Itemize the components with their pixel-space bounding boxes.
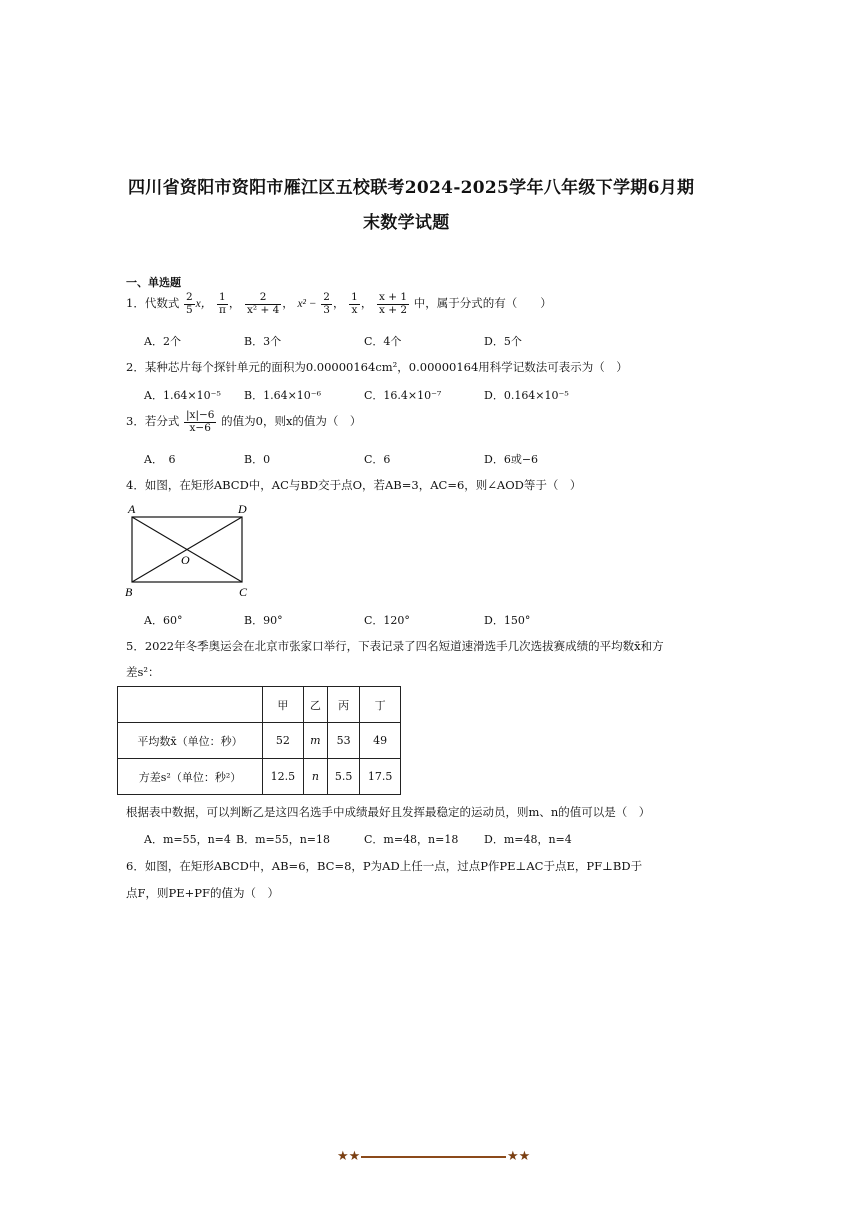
- page-title-line1: 四川省资阳市资阳市雁江区五校联考2024-2025学年八年级下学期6月期: [128, 178, 695, 198]
- footer-stars-left: ★★: [337, 1149, 361, 1164]
- q1-option-c[interactable]: C．4个: [364, 335, 402, 348]
- table-cell: 平均数x̄（单位：秒）: [118, 723, 263, 759]
- page-title-line2: 末数学试题: [363, 213, 450, 233]
- table-header-cell: 乙: [303, 687, 327, 723]
- q1-option-b[interactable]: B．3个: [244, 335, 282, 348]
- table-cell: m: [303, 723, 327, 759]
- question-5-line2: 差s²：: [126, 665, 160, 679]
- table-cell: n: [303, 759, 327, 795]
- question-3: 3．若分式 $\frac{|x|-6}{x-6}$ 的值为0，则x的值为（ ）: [126, 409, 362, 434]
- q2-option-d[interactable]: D．0.164×10⁻⁵: [484, 389, 569, 402]
- label-a: A: [128, 502, 136, 516]
- table-cell: 52: [263, 723, 304, 759]
- table-row: [118, 759, 401, 795]
- question-5-after-table: 根据表中数据，可以判断乙是这四名选手中成绩最好且发挥最稳定的运动员，则m、n的值可以是（ ）: [126, 805, 651, 819]
- table-header-cell: [118, 687, 263, 723]
- q3-option-b[interactable]: B．0: [244, 453, 271, 466]
- question-1: 1．代数式 $\frac{2}{5}$ x， $\frac{1}{\pi}$ ， $\frac{2}{\text{x² + 4}}$ ， x² − $\frac{2}{3}$ ， $\frac{1}{x}$ ， $\frac{x + 1}{x + 2}$ 中，属于分式的有（ ）: [126, 291, 552, 316]
- label-o: O: [181, 553, 190, 567]
- table-header-cell: 甲: [263, 687, 304, 723]
- table-cell: 17.5: [360, 759, 401, 795]
- section-heading: 一、单选题: [126, 276, 181, 289]
- label-c: C: [239, 585, 248, 599]
- q5-option-b[interactable]: B．m=55，n=18: [236, 833, 331, 846]
- q1-fraction-4: $\frac{2}{3}$: [323, 291, 330, 316]
- question-6-line1: 6．如图，在矩形ABCD中，AB=6，BC=8，P为AD上任一点，过点P作PE⊥AC于点E，PF⊥BD于: [126, 859, 643, 873]
- q4-option-d[interactable]: D．150°: [484, 614, 531, 627]
- q4-option-b[interactable]: B．90°: [244, 614, 283, 627]
- q1-fraction-1: $\frac{2}{5}$: [185, 291, 193, 316]
- q2-option-a[interactable]: A．1.64×10⁻⁵: [144, 389, 221, 402]
- table-header-cell: 丁: [360, 687, 401, 723]
- table-cell: 5.5: [328, 759, 360, 795]
- question-4: 4．如图，在矩形ABCD中，AC与BD交于点O，若AB=3，AC=6，则∠AOD等于（ ）: [126, 478, 582, 492]
- q3-number: 3．若分式: [126, 414, 180, 429]
- q4-option-a[interactable]: A．60°: [144, 614, 183, 627]
- table-cell: 53: [328, 723, 360, 759]
- table-cell: 12.5: [263, 759, 304, 795]
- q1-fraction-3: $\frac{2}{\text{x² + 4}}$: [247, 291, 280, 316]
- q2-option-c[interactable]: C．16.4×10⁻⁷: [364, 389, 442, 402]
- question-5-line1: 5．2022年冬季奥运会在北京市张家口举行，下表记录了四名短道速滑选手几次选拔赛成绩的平均数x̄和方: [126, 639, 664, 653]
- q3-option-c[interactable]: C．6: [364, 453, 391, 466]
- footer-divider: [361, 1156, 506, 1158]
- label-d: D: [238, 502, 247, 516]
- q1-fraction-6: $\frac{x + 1}{x + 2}$: [378, 291, 408, 316]
- q1-fraction-5: $\frac{1}{x}$: [351, 291, 358, 316]
- table-cell: 49: [360, 723, 401, 759]
- table-header-row: [118, 687, 401, 723]
- q3-option-a[interactable]: A． 6: [144, 453, 176, 466]
- q1-option-a[interactable]: A．2个: [144, 335, 181, 348]
- q1-fraction-2: $\frac{1}{\pi}$: [218, 291, 226, 316]
- table-header-cell: 丙: [328, 687, 360, 723]
- q5-option-d[interactable]: D．m=48，n=4: [484, 833, 572, 846]
- table-cell: 方差s²（单位：秒²）: [118, 759, 263, 795]
- rectangle-abcd-figure: [120, 500, 260, 600]
- q1-option-d[interactable]: D．5个: [484, 335, 522, 348]
- question-2: 2．某种芯片每个探针单元的面积为0.00000164cm²，0.00000164用科学记数法可表示为（ ）: [126, 360, 628, 374]
- q2-option-b[interactable]: B．1.64×10⁻⁶: [244, 389, 322, 402]
- q4-option-c[interactable]: C．120°: [364, 614, 410, 627]
- q1-number: 1．代数式: [126, 296, 180, 311]
- q3-fraction: $\frac{|x|-6}{x-6}$: [185, 409, 215, 434]
- q3-option-d[interactable]: D．6或−6: [484, 453, 539, 466]
- q5-option-c[interactable]: C．m=48，n=18: [364, 833, 459, 846]
- q5-option-a[interactable]: A．m=55，n=4: [144, 833, 231, 846]
- question-6-line2: 点F，则PE+PF的值为（ ）: [126, 886, 279, 900]
- footer-stars-right: ★★: [507, 1149, 531, 1164]
- table-row: [118, 723, 401, 759]
- label-b: B: [125, 585, 133, 599]
- scores-table: [117, 686, 401, 795]
